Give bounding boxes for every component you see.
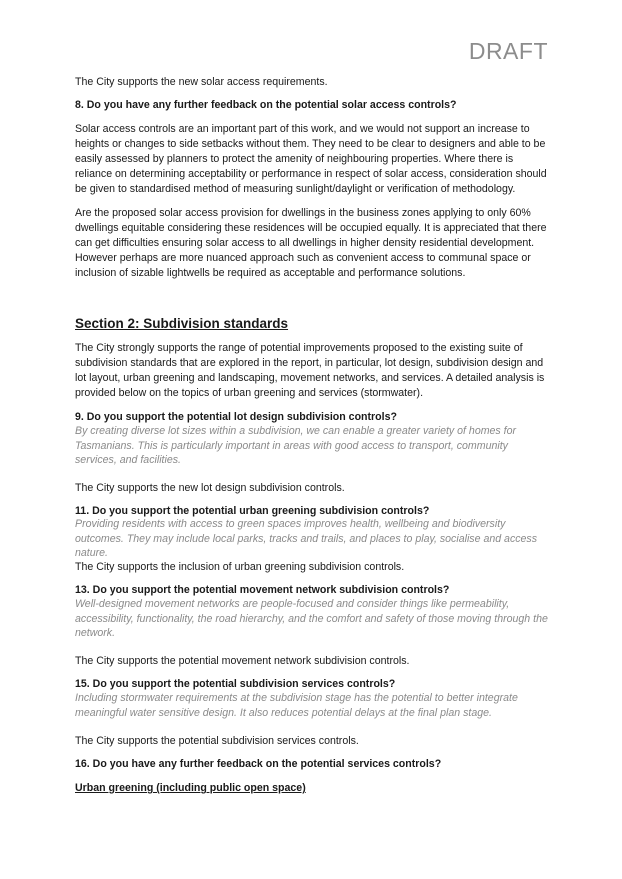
question-11-context: Providing residents with access to green spaces improves health, wellbeing and biodiversity outcomes. They may include local parks, tracks and trails, and places to play, socialise and access nature. <box>75 518 538 559</box>
answer-8-paragraph-2: Are the proposed solar access provision for dwellings in the business zones applying to only 60% dwellings equitable considering these residences will be occupied equally. It is appreciated that there can get difficulties ensuring solar access to all dwellings in higher density residential development. However perhaps are more nuanced approach such as convenient access to communal space or inclusion of sizable lightwells be required as acceptable and performance solutions. <box>75 207 547 279</box>
question-8: 8. Do you have any further feedback on the potential solar access controls? <box>75 99 457 111</box>
question-15: 15. Do you support the potential subdivision services controls? <box>75 678 396 690</box>
section-2-heading: Section 2: Subdivision standards <box>75 316 289 331</box>
answer-9: The City supports the new lot design subdivision controls. <box>75 482 345 494</box>
question-16: 16. Do you have any further feedback on the potential services controls? <box>75 758 442 770</box>
question-11: 11. Do you support the potential urban greening subdivision controls? <box>75 505 430 517</box>
question-13-context: Well-designed movement networks are people-focused and consider things like permeability, accessibility, functionality, the road hierarchy, and the comfort and safety of those moving through the network. <box>75 598 548 639</box>
question-9: 9. Do you support the potential lot design subdivision controls? <box>75 411 397 423</box>
urban-greening-subheading: Urban greening (including public open space) <box>75 782 306 794</box>
draft-watermark: DRAFT <box>468 38 548 64</box>
answer-11: The City supports the inclusion of urban greening subdivision controls. <box>75 561 405 573</box>
answer-8-paragraph-1: Solar access controls are an important part of this work, and we would not support an increase to heights or changes to side setbacks without them. They need to be clear to designers and able to be easily assessed by planners to protect the amenity of neighbouring properties. Where there is reliance on determining acceptability or performance in respect of solar access, consideration should be given to standardised method of measuring sunlight/daylight or verification of methodology. <box>75 123 547 195</box>
answer-13: The City supports the potential movement network subdivision controls. <box>75 655 410 667</box>
answer-15: The City supports the potential subdivision services controls. <box>75 735 359 747</box>
section-2-intro: The City strongly supports the range of potential improvements proposed to the existing suite of subdivision standards that are explored in the report, in particular, lot design, subdivision design and lot layout, urban greening and landscaping, movement networks, and services. A detailed analysis is provided below on the topics of urban greening and services (stormwater). <box>75 342 545 399</box>
question-13: 13. Do you support the potential movement network subdivision controls? <box>75 584 450 596</box>
question-9-context: By creating diverse lot sizes within a subdivision, we can enable a greater variety of homes for Tasmanians. This is particularly important in areas with good access to transport, community services, and facilities. <box>75 425 517 466</box>
statement-solar-access: The City supports the new solar access requirements. <box>75 76 328 88</box>
question-15-context: Including stormwater requirements at the subdivision stage has the potential to better integrate meaningful water sensitive design. It also reduces potential delays at the final plan stage. <box>75 692 518 719</box>
